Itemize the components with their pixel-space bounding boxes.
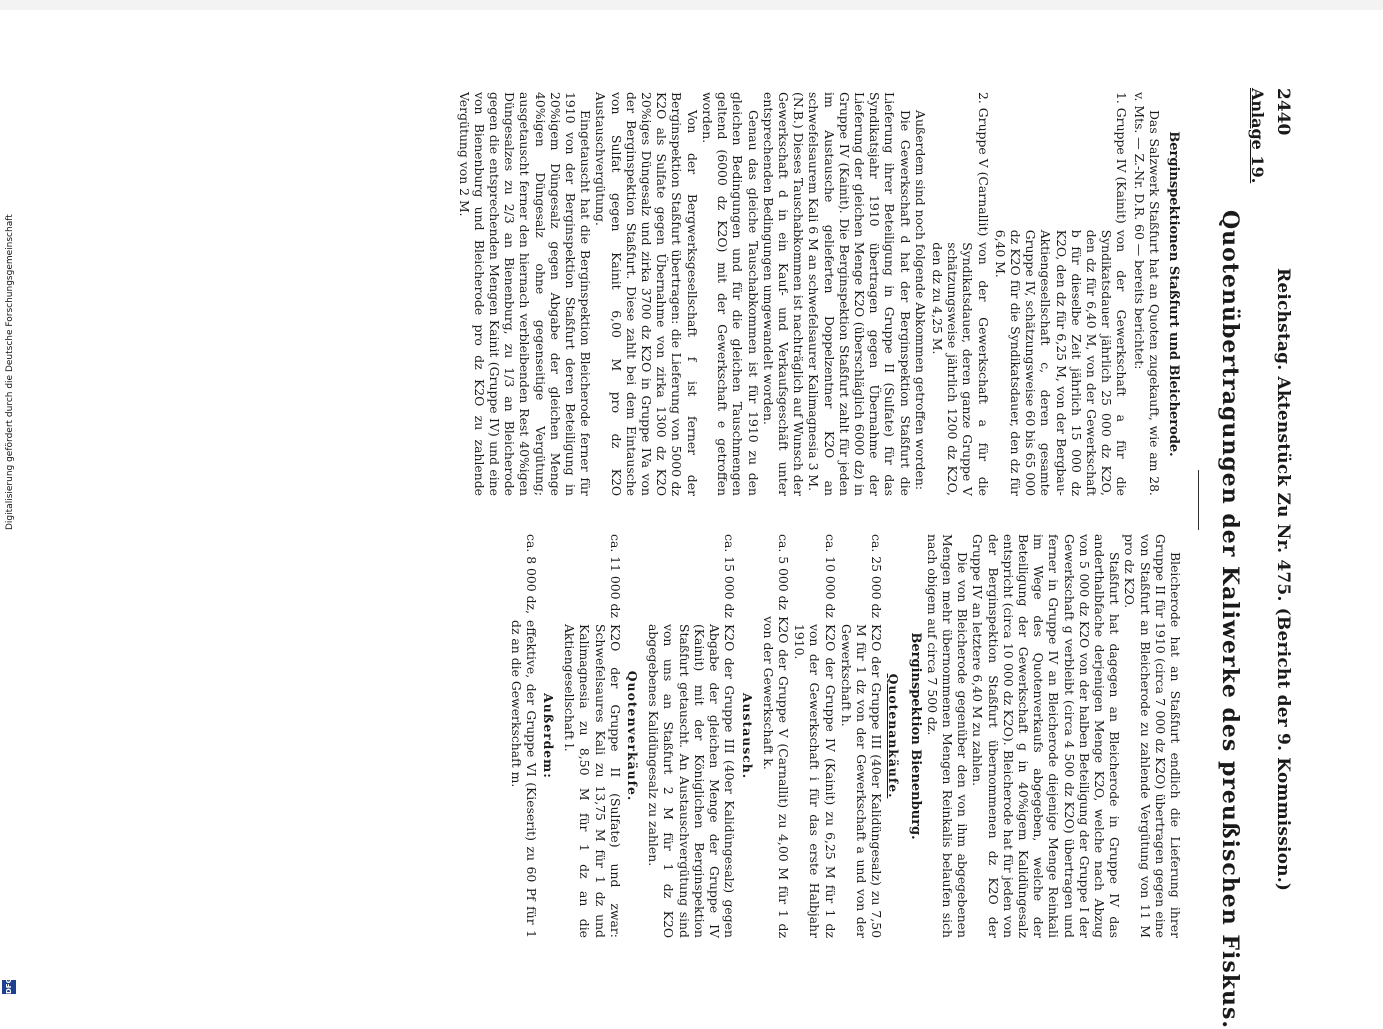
page-number: 2440 (1273, 88, 1293, 136)
paragraph: Staßfurt hat dagegen an Bleicherode in Gruppe IV das anderthalbfache derjenigen Menge K2O, welche nach Abzug von 5 000 dz K2O von der halben Beteiligung der Gruppe I der Gewerkschaft g verbleibt (circa 4 500 dz K2O) übertragen und ferner in Gruppe IV an Bleicherode diejenige Menge Reinkali im Wege des Quotenverkaufs abgegeben, welche der Beteiligung der Gewerkschaft g in 40%igem Kalidüngesalz entspricht (circa 10 000 dz K2O). Bleicherode hat für jeden von der Berginspektion Staßfurt übernommenen dz K2O der Gruppe IV an letztere 6,40 M zu zahlen. (970, 534, 1123, 938)
paragraph: Bleicherode hat an Staßfurt endlich die Lieferung ihrer Gruppe II für 1910 (circa 7 000 dz K2O) übertragen gegen eine von Staßfurt an Bleicherode zu zahlende Vergütung von 11 M pro dz K2O. (1122, 534, 1183, 938)
paragraph: Genau das gleiche Tauschabkommen ist für 1910 zu den gleichen Bedingungen und für die gleichen Tauschmengen geltend (6000 dz K2O) mit der Gewerkschaft e getroffen worden. (699, 92, 761, 496)
item-text: von der Gewerkschaft a für die Syndikatsdauer, deren ganze Gruppe V schätzungsweise jährlich 1200 dz K2O, den dz zu 4,25 M. (929, 242, 991, 496)
funding-note: Digitalisierung gefördert durch die Deutsche Forschungsgemeinschaft (5, 214, 15, 530)
dfg-logo-icon: DFG (2, 980, 16, 994)
appendix-label: Anlage 19. (1248, 88, 1267, 184)
section-heading-stassfurt: Berginspektionen Staßfurt und Bleicherode. (1166, 131, 1181, 457)
item-text: K2O der Gruppe III (40er Kalidüngesalz) gegen Abgabe der gleichen Menge der Gruppe IV (Kainit) mit der Königlichen Berginspektion Staßfurt getauscht. An Austauschvergütung sind von uns an Staßfurt 2 M für 1 dz K2O abgegebenes Kalidüngesalz zu zahlen. (646, 623, 738, 938)
list-item (646, 534, 737, 938)
paragraph: Eingetauscht hat die Berginspektion Bleicherode ferner für 1910 von der Berginspektion Staßfurt deren Beteiligung in 20%igem Düngesalz gegen Abgabe der gleichen Menge 40%igen Düngesalz ohne gegenseitige Vergütung; ausgetauscht ferner den hiernach verbleibenden Rest 40%igen Düngesalzes zu 2/3 an Bienenburg, zu 1/3 an Bleicherode gegen die entsprechenden Mengen Kainit (Gruppe IV) und eine von Bienenburg und Bleicherode pro dz K2O zu zahlende Vergütung von 2 M. (456, 92, 594, 496)
paragraph: Die Gewerkschaft d hat der Berginspektion Staßfurt die Lieferung ihrer Beteiligung in Gruppe II (Sulfate) für das Syndikatsjahr 1910 übertragen gegen Übernahme der Lieferung der gleichen Menge K2O (überschläglich 6000 dz) in Gruppe IV (Kainit). Die Berginspektion Staßfurt zahlt für jeden im Austausche gelieferten Doppelzentner K2O an schwefelsaurem Kali 6 M an schwefelsaurer Kalimagnesia 3 M. (806, 92, 913, 496)
list-item (792, 534, 838, 938)
item-text: effektive, der Gruppe VI (Kieserit) zu 60 Pf für 1 dz an die Gewerkschaft m. (508, 620, 539, 938)
list-item (930, 92, 991, 496)
subheading-purchases: Quotenankäufe. (886, 673, 902, 799)
subheading-additionally: Außerdem: (541, 693, 557, 779)
page-header (1248, 88, 1295, 928)
quantity: ca. 5 000 dz (775, 534, 791, 611)
paragraph: Außerdem sind noch folgende Abkommen getroffen worden: (912, 110, 928, 491)
list-item (993, 92, 1130, 496)
item-text: K2O der Gruppe II (Sulfate) und zwar: Schwefelsaures Kali zu 13,75 M für 1 dz und Kalimagnesia zu 8,50 M für 1 dz an die Aktiengesellschaft l. (562, 623, 623, 938)
funding-strip (0, 0, 20, 1000)
title-divider (1198, 470, 1199, 530)
quantity: ca. 11 000 dz (607, 534, 623, 618)
note-paragraph: (N.B.) Dieses Tauschabkommen ist nachträglich auf Wunsch der Gewerkschaft d in ein Kauf- und Verkaufsgeschäft unter entsprechenden Bedingungen umgewandelt worden. (760, 92, 807, 496)
item-text: K2O der Gruppe V (Carnallit) zu 4,00 M für 1 dz von der Gewerkschaft k. (760, 616, 791, 938)
paragraph: Das Salzwerk Staßfurt hat an Quoten zugekauft, wie am 28. v. Mts. — Z.-Nr. D.R. 60 — bereits berichtet: (1131, 92, 1162, 496)
list-item (839, 534, 885, 938)
quantity: ca. 15 000 dz (722, 534, 738, 618)
subheading-sales: Quotenverkäufe. (625, 670, 641, 802)
running-head: Reichstag. Aktenstück Zu Nr. 475. (Bericht der 9. Kommission.) (1273, 268, 1293, 892)
subheading-exchange: Austausch. (739, 692, 755, 780)
quantity: ca. 8 000 dz, (523, 534, 539, 615)
item-key: 2. Gruppe V (Carnallit) (975, 92, 991, 237)
paragraph: Von der Bergwerksgesellschaft f ist ferner der Berginspektion Staßfurt übertragen: die Lieferung von 5000 dz K2O als Sulfate gegen Übernahme von zirka 1300 dz K2O 20%iges Düngesalz und zirka 3700 dz K2O in Gruppe IVa von der Berginspektion Staßfurt. Diese zahlt bei dem Eintausche von Sulfat gegen Kainit 6,00 M pro dz K2O Austauschvergütung. (593, 92, 700, 496)
quantity: ca. 25 000 dz (869, 534, 885, 618)
paragraph: Die von Bleicherode gegenüber den von ihm abgegebenen Mengen mehr übernommenen Mengen Reinkalis belaufen sich nach obigem auf circa 7 500 dz. (924, 534, 971, 938)
item-text: K2O der Gruppe III (40er Kalidüngesalz) zu 7,50 M für 1 dz von der Gewerkschaft a und von der Gewerkschaft h. (838, 623, 885, 938)
list-item (562, 534, 623, 938)
page-title: Quotenübertragungen der Kaliwerke des preußischen Fiskus. (1217, 210, 1243, 1029)
left-column (456, 92, 1183, 496)
section-heading-bienenburg: Berginspektion Bienenburg. (907, 632, 923, 840)
right-column (507, 534, 1183, 938)
list-item (508, 534, 538, 938)
scan-edge (0, 0, 1383, 10)
quantity: ca. 10 000 dz (822, 534, 838, 618)
list-item (761, 534, 791, 938)
item-text: K2O der Gruppe IV (Kainit) zu 6,25 M für 1 dz von der Gewerkschaft i für das erste Halbjahr 1910. (792, 623, 838, 938)
item-key: 1. Gruppe IV (Kainit) (1114, 92, 1130, 224)
item-text: von der Gewerkschaft a für die Syndikatsdauer jährlich 25 000 dz K2O, den dz für 6,40 M, von der Gewerkschaft b für dieselbe Zeit jährlich 15 000 dz K2O, den dz für 6,25 M, von der Bergbau-Aktiengesellschaft c, deren gesamte Gruppe IV, schätzungsweise 60 bis 65 000 dz K2O für die Syndikatsdauer, den dz für 6,40 M. (992, 229, 1130, 496)
